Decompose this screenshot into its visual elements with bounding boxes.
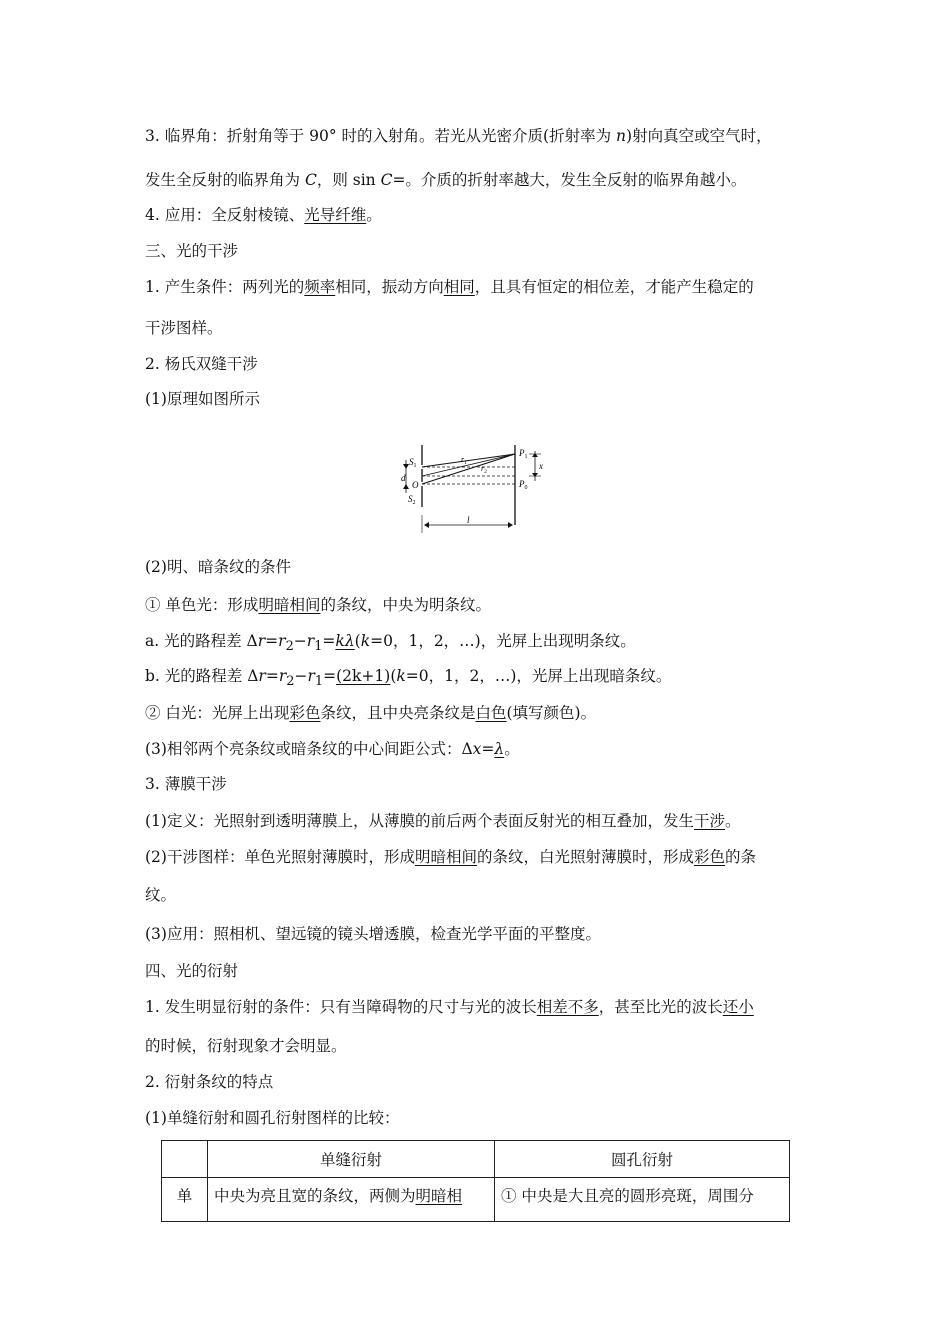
label-r1: $r_1$ xyxy=(461,455,467,466)
path-diff-dark: b. 光的路程差 $\Delta r=r_2-r_1=(2k+1)(k=0$，1，2，…)，光屏上出现暗条纹。 xyxy=(145,667,672,690)
table-header-single-slit: 单缝衍射 xyxy=(208,1141,495,1178)
label-d: d xyxy=(401,473,406,483)
label-p1: $P_1$ xyxy=(519,448,528,460)
thin-film-pattern-line1: (2)干涉图样：单色光照射薄膜时，形成明暗相间的条纹，白光照射薄膜时，形成彩色的条 xyxy=(145,848,757,866)
heading-diffraction: 四、光的衍射 xyxy=(145,962,239,980)
label-r2: $r_2$ xyxy=(481,464,487,475)
application-line: 4. 应用：全反射棱镜、光导纤维。 xyxy=(145,206,382,224)
principle-line: (1)原理如图所示 xyxy=(145,390,260,408)
table-cell-single-slit: 中央为亮且宽的条纹，两侧为明暗相 xyxy=(208,1178,495,1222)
thin-film-application: (3)应用：照相机、望远镜的镜头增透膜，检查光学平面的平整度。 xyxy=(145,925,601,943)
label-x: x xyxy=(539,461,543,471)
thin-film-heading: 3. 薄膜干涉 xyxy=(145,775,227,793)
label-l: l xyxy=(467,515,470,525)
fringe-spacing-line: (3)相邻两个亮条纹或暗条纹的中心间距公式：Δx=λ。 xyxy=(145,740,520,758)
condition-line2: 干涉图样。 xyxy=(145,319,223,337)
thin-film-definition: (1)定义：光照射到透明薄膜上，从薄膜的前后两个表面反射光的相互叠加，发生干涉。 xyxy=(145,812,741,830)
bright-dark-heading: (2)明、暗条纹的条件 xyxy=(145,558,291,576)
label-s1: $S_1$ xyxy=(409,457,417,469)
thin-film-pattern-line2: 纹。 xyxy=(145,886,177,904)
white-light-line: ② 白光：光屏上出现彩色条纹，且中央亮条纹是白色(填写颜色)。 xyxy=(145,704,597,722)
mono-light-line: ① 单色光：形成明暗相间的条纹，中央为明条纹。 xyxy=(145,596,491,614)
critical-angle-line2: 发生全反射的临界角为 C，则 sin C=。介质的折射率越大，发生全反射的临界角越小。 xyxy=(145,171,747,189)
critical-angle-line1: 3. 临界角：折射角等于 90° 时的入射角。若光从光密介质(折射率为 n)射向真空或空气时， xyxy=(145,127,772,145)
comparison-heading: (1)单缝衍射和圆孔衍射图样的比较： xyxy=(145,1109,400,1127)
young-heading: 2. 杨氏双缝干涉 xyxy=(145,355,258,373)
diffraction-condition-line2: 的时候，衍射现象才会明显。 xyxy=(145,1037,347,1055)
table-header-circular-hole: 圆孔衍射 xyxy=(495,1141,790,1178)
table-row-label: 单 xyxy=(162,1178,208,1222)
path-diff-bright: a. 光的路程差 $\Delta r=r_2-r_1=k\lambda(k=0$，1，2，…)，光屏上出现明条纹。 xyxy=(145,632,636,655)
table-cell-circular-hole: ① 中央是大且亮的圆形亮斑，周围分 xyxy=(495,1178,790,1222)
double-slit-diagram xyxy=(395,445,555,540)
heading-interference: 三、光的干涉 xyxy=(145,242,239,260)
diffraction-condition-line1: 1. 发生明显衍射的条件：只有当障碍物的尺寸与光的波长相差不多，甚至比光的波长还小 xyxy=(145,998,754,1016)
condition-line1: 1. 产生条件：两列光的频率相同，振动方向相同，且具有恒定的相位差，才能产生稳定的 xyxy=(145,278,754,296)
label-s2: $S_2$ xyxy=(408,494,416,506)
diffraction-features-heading: 2. 衍射条纹的特点 xyxy=(145,1073,274,1091)
label-o: O xyxy=(412,480,419,490)
label-p0: $P_0$ xyxy=(519,479,528,491)
table-header-empty xyxy=(162,1141,208,1178)
comparison-table xyxy=(161,1140,790,1222)
